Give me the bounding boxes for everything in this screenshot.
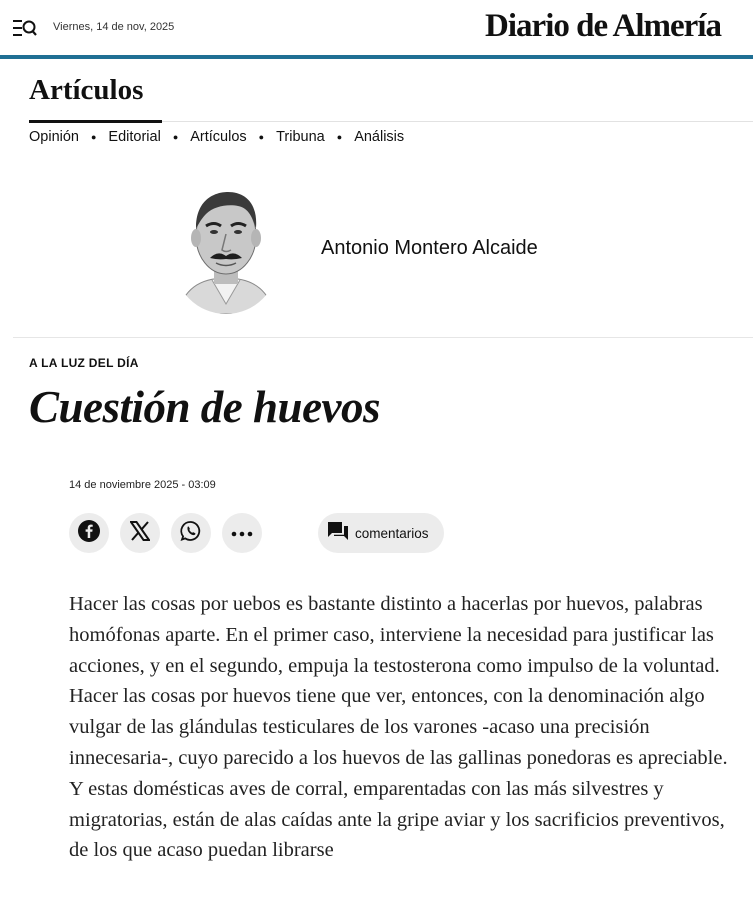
- share-x-button[interactable]: [120, 513, 160, 553]
- author-name[interactable]: Antonio Montero Alcaide: [321, 237, 538, 259]
- section-subnav: [29, 129, 404, 145]
- comments-button[interactable]: [318, 513, 444, 553]
- comments-label: comentarios: [355, 525, 429, 541]
- section-title: Artículos: [29, 74, 144, 106]
- subnav-separator: ●: [90, 132, 97, 142]
- subnav-item-editorial[interactable]: Editorial: [108, 129, 161, 145]
- subnav-separator: ●: [172, 132, 179, 142]
- facebook-icon: [78, 520, 100, 547]
- subnav-item-articulos[interactable]: Artículos: [190, 129, 247, 145]
- share-facebook-button[interactable]: [69, 513, 109, 553]
- subnav-item-analisis[interactable]: Análisis: [354, 129, 405, 145]
- whatsapp-icon: [180, 520, 202, 547]
- x-icon: [130, 521, 150, 546]
- section-title-underline: [29, 120, 162, 123]
- article-headline: Cuestión de huevos: [29, 382, 381, 432]
- more-icon: [231, 524, 253, 542]
- subnav-item-tribuna[interactable]: Tribuna: [276, 129, 325, 145]
- subnav-separator: ●: [258, 132, 265, 142]
- author-avatar[interactable]: [174, 186, 278, 314]
- author-divider: [13, 337, 753, 338]
- comments-icon: [327, 521, 349, 546]
- header-date: Viernes, 14 de nov, 2025: [53, 21, 175, 33]
- article-date: 14 de noviembre 2025 - 03:09: [69, 479, 216, 491]
- share-bar: [69, 513, 469, 553]
- share-whatsapp-button[interactable]: [171, 513, 211, 553]
- subnav-separator: ●: [336, 132, 343, 142]
- article-body: Hacer las cosas por uebos es bastante distinto a hacerlas por huevos, palabras homófonas aparte. En el primer caso, interviene la necesidad para justificar las acciones, y en el segundo, empuja la testosterona como impulso de la voluntad. Hacer las cosas por huevos tiene que ver, entonces, con la denominación algo vulgar de las glándulas testiculares de los varones -acaso una precisión innecesaria-, cuyo parecido a los huevos de las gallinas ponedoras es apreciable. Y estas domésticas aves de corral, emparentadas con las más silvestres y migratorias, están de alas caídas ante la gripe aviar y los sacrificios preventivos, de los que acaso puedan librarse: [69, 593, 728, 862]
- site-logo[interactable]: Diario de Almería: [485, 8, 721, 44]
- menu-search-icon[interactable]: [13, 18, 37, 38]
- site-header: [0, 0, 753, 57]
- section-divider: [162, 121, 753, 122]
- subnav-item-opinion[interactable]: Opinión: [29, 129, 79, 145]
- article-kicker: A LA LUZ DEL DÍA: [29, 356, 139, 370]
- header-accent-rule: [0, 55, 753, 59]
- share-more-button[interactable]: [222, 513, 262, 553]
